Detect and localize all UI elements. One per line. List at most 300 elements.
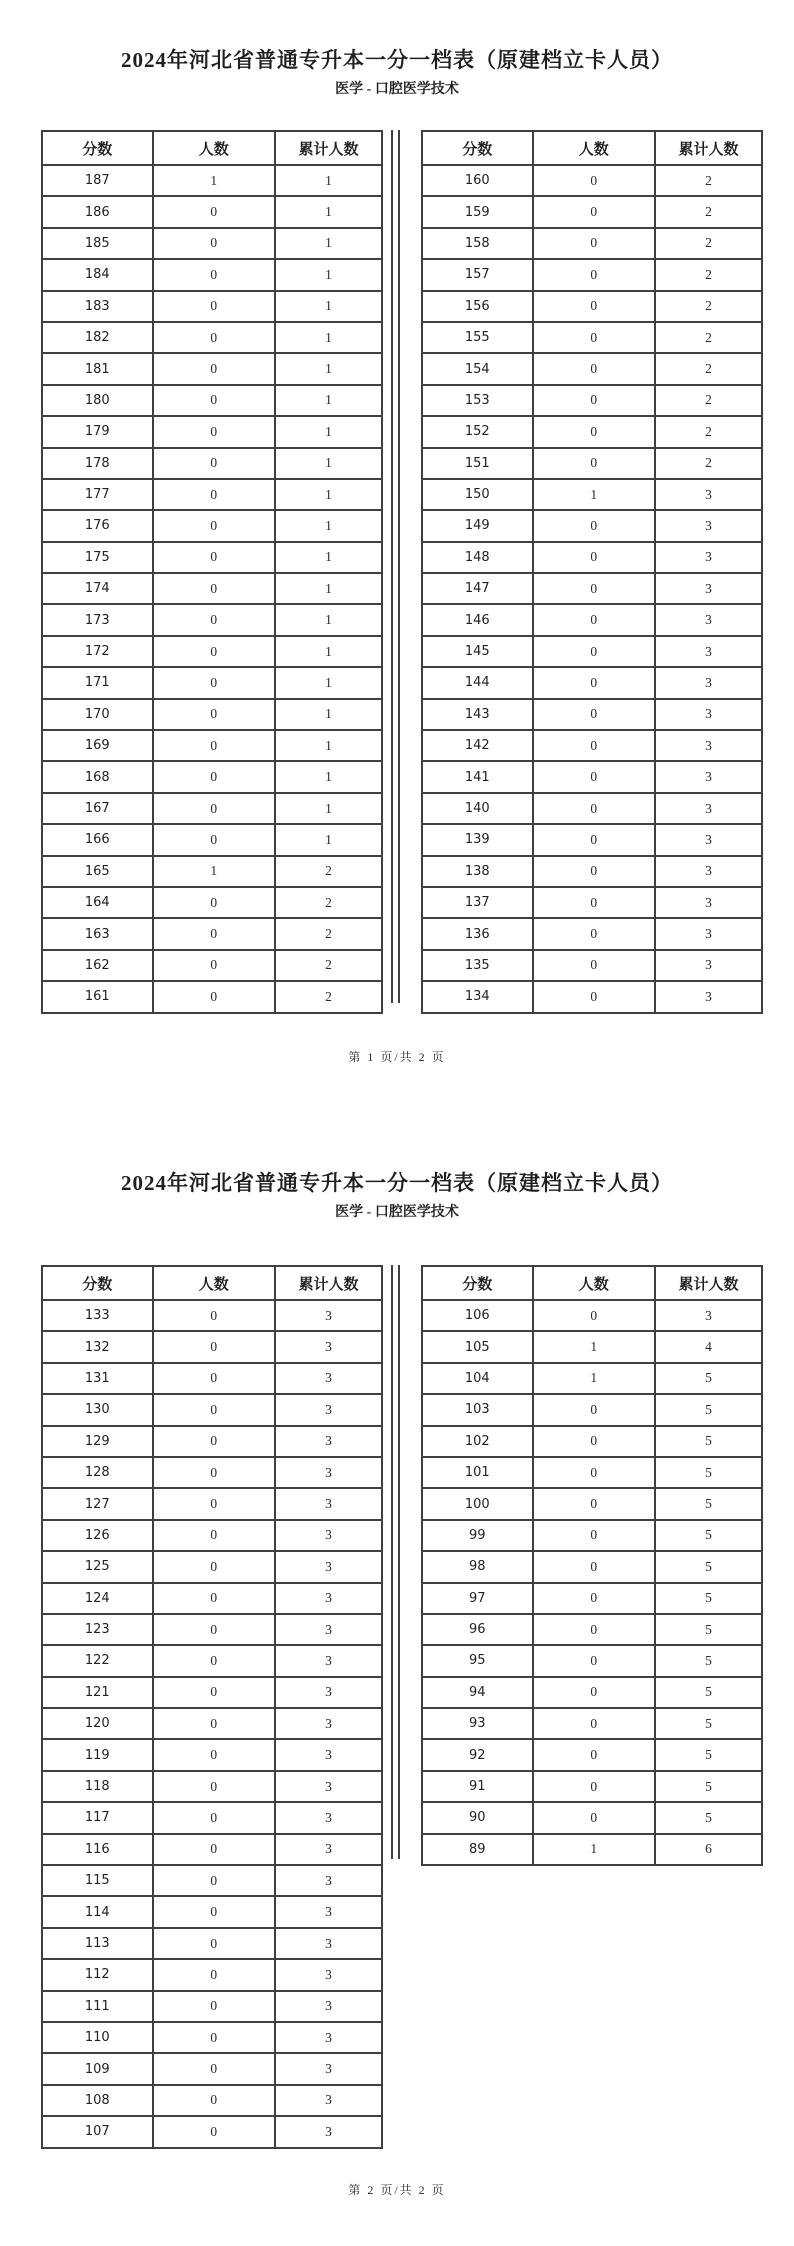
score-cell: 107 bbox=[42, 2116, 153, 2147]
table-row bbox=[42, 259, 382, 290]
table-row bbox=[42, 1739, 382, 1770]
cumulative-count-cell: 3 bbox=[655, 887, 762, 918]
cumulative-count-cell: 3 bbox=[655, 667, 762, 698]
score-cell: 169 bbox=[42, 730, 153, 761]
count-cell: 0 bbox=[153, 2053, 275, 2084]
count-cell: 1 bbox=[533, 1331, 655, 1362]
count-cell: 0 bbox=[153, 730, 275, 761]
table-row bbox=[42, 1457, 382, 1488]
cumulative-count-cell: 1 bbox=[275, 228, 382, 259]
score-cell: 180 bbox=[42, 385, 153, 416]
count-cell: 0 bbox=[153, 1300, 275, 1331]
count-cell: 0 bbox=[153, 1739, 275, 1770]
count-cell: 0 bbox=[533, 667, 655, 698]
score-cell: 114 bbox=[42, 1896, 153, 1927]
table-row bbox=[422, 824, 762, 855]
count-cell: 0 bbox=[533, 259, 655, 290]
table-row bbox=[42, 636, 382, 667]
score-cell: 182 bbox=[42, 322, 153, 353]
count-cell: 0 bbox=[153, 228, 275, 259]
count-cell: 0 bbox=[153, 2022, 275, 2053]
count-cell: 0 bbox=[153, 1551, 275, 1582]
cumulative-count-cell: 2 bbox=[275, 950, 382, 981]
score-cell: 118 bbox=[42, 1771, 153, 1802]
cumulative-count-cell: 3 bbox=[655, 981, 762, 1012]
cumulative-count-cell: 2 bbox=[655, 322, 762, 353]
cumulative-count-cell: 1 bbox=[275, 730, 382, 761]
count-cell: 0 bbox=[533, 1645, 655, 1676]
cumulative-count-cell: 1 bbox=[275, 667, 382, 698]
table-row bbox=[422, 1300, 762, 1331]
count-cell: 0 bbox=[533, 353, 655, 384]
score-cell: 123 bbox=[42, 1614, 153, 1645]
table-row bbox=[42, 1488, 382, 1519]
column-header: 人数 bbox=[153, 131, 275, 165]
column-header: 人数 bbox=[533, 1266, 655, 1300]
table-row bbox=[42, 1708, 382, 1739]
cumulative-count-cell: 3 bbox=[275, 1331, 382, 1362]
table-row bbox=[422, 1802, 762, 1833]
table-row bbox=[422, 1614, 762, 1645]
count-cell: 0 bbox=[533, 824, 655, 855]
score-cell: 93 bbox=[422, 1708, 533, 1739]
table-row bbox=[42, 1520, 382, 1551]
table-row bbox=[422, 1363, 762, 1394]
score-cell: 181 bbox=[42, 353, 153, 384]
table-row bbox=[422, 887, 762, 918]
count-cell: 0 bbox=[153, 542, 275, 573]
table-row bbox=[422, 1520, 762, 1551]
score-cell: 158 bbox=[422, 228, 533, 259]
score-table-page2-left bbox=[41, 1265, 383, 2149]
table-row bbox=[422, 510, 762, 541]
cumulative-count-cell: 4 bbox=[655, 1331, 762, 1362]
cumulative-count-cell: 1 bbox=[275, 291, 382, 322]
cumulative-count-cell: 3 bbox=[275, 2085, 382, 2116]
cumulative-count-cell: 1 bbox=[275, 416, 382, 447]
count-cell: 0 bbox=[153, 1771, 275, 1802]
score-cell: 91 bbox=[422, 1771, 533, 1802]
table-row bbox=[42, 416, 382, 447]
table-row bbox=[422, 448, 762, 479]
table-row bbox=[422, 1551, 762, 1582]
count-cell: 0 bbox=[153, 291, 275, 322]
table-row bbox=[422, 1394, 762, 1425]
count-cell: 0 bbox=[533, 416, 655, 447]
table-row bbox=[422, 322, 762, 353]
score-cell: 144 bbox=[422, 667, 533, 698]
count-cell: 0 bbox=[533, 887, 655, 918]
table-row bbox=[42, 950, 382, 981]
count-cell: 0 bbox=[153, 1865, 275, 1896]
count-cell: 0 bbox=[153, 353, 275, 384]
table-row bbox=[422, 479, 762, 510]
table-row bbox=[422, 856, 762, 887]
score-cell: 103 bbox=[422, 1394, 533, 1425]
cumulative-count-cell: 3 bbox=[655, 542, 762, 573]
count-cell: 0 bbox=[533, 573, 655, 604]
cumulative-count-cell: 3 bbox=[275, 1991, 382, 2022]
table-row bbox=[42, 761, 382, 792]
score-cell: 135 bbox=[422, 950, 533, 981]
count-cell: 0 bbox=[533, 322, 655, 353]
table-row bbox=[42, 542, 382, 573]
score-cell: 151 bbox=[422, 448, 533, 479]
table-row bbox=[422, 259, 762, 290]
score-cell: 166 bbox=[42, 824, 153, 855]
cumulative-count-cell: 1 bbox=[275, 604, 382, 635]
count-cell: 0 bbox=[153, 1426, 275, 1457]
count-cell: 0 bbox=[153, 793, 275, 824]
table-row bbox=[42, 1394, 382, 1425]
score-cell: 176 bbox=[42, 510, 153, 541]
score-cell: 171 bbox=[42, 667, 153, 698]
cumulative-count-cell: 2 bbox=[655, 165, 762, 196]
cumulative-count-cell: 2 bbox=[275, 981, 382, 1012]
score-cell: 172 bbox=[42, 636, 153, 667]
cumulative-count-cell: 3 bbox=[275, 2022, 382, 2053]
cumulative-count-cell: 3 bbox=[655, 793, 762, 824]
count-cell: 0 bbox=[153, 1394, 275, 1425]
score-cell: 98 bbox=[422, 1551, 533, 1582]
score-cell: 174 bbox=[42, 573, 153, 604]
score-cell: 157 bbox=[422, 259, 533, 290]
table-row bbox=[422, 1834, 762, 1865]
cumulative-count-cell: 3 bbox=[275, 1457, 382, 1488]
count-cell: 0 bbox=[153, 1645, 275, 1676]
count-cell: 0 bbox=[153, 636, 275, 667]
header-row bbox=[42, 1266, 382, 1300]
cumulative-count-cell: 5 bbox=[655, 1583, 762, 1614]
column-header: 分数 bbox=[42, 1266, 153, 1300]
score-cell: 145 bbox=[422, 636, 533, 667]
cumulative-count-cell: 1 bbox=[275, 385, 382, 416]
column-header: 分数 bbox=[42, 131, 153, 165]
count-cell: 1 bbox=[153, 165, 275, 196]
count-cell: 1 bbox=[153, 856, 275, 887]
score-cell: 124 bbox=[42, 1583, 153, 1614]
document-title: 2024年河北省普通专升本一分一档表（原建档立卡人员） bbox=[121, 1171, 673, 1195]
count-cell: 0 bbox=[533, 1677, 655, 1708]
count-cell: 0 bbox=[153, 667, 275, 698]
cumulative-count-cell: 3 bbox=[655, 510, 762, 541]
column-divider bbox=[391, 1265, 400, 1859]
cumulative-count-cell: 3 bbox=[275, 1865, 382, 1896]
score-cell: 120 bbox=[42, 1708, 153, 1739]
score-cell: 89 bbox=[422, 1834, 533, 1865]
score-cell: 106 bbox=[422, 1300, 533, 1331]
score-cell: 100 bbox=[422, 1488, 533, 1519]
cumulative-count-cell: 3 bbox=[275, 1394, 382, 1425]
table-row bbox=[42, 1896, 382, 1927]
score-cell: 143 bbox=[422, 699, 533, 730]
count-cell: 1 bbox=[533, 479, 655, 510]
cumulative-count-cell: 1 bbox=[275, 165, 382, 196]
table-row bbox=[422, 1488, 762, 1519]
document-title: 2024年河北省普通专升本一分一档表（原建档立卡人员） bbox=[121, 48, 673, 72]
count-cell: 0 bbox=[533, 1802, 655, 1833]
count-cell: 0 bbox=[533, 228, 655, 259]
cumulative-count-cell: 3 bbox=[275, 1959, 382, 1990]
table-row bbox=[42, 165, 382, 196]
cumulative-count-cell: 3 bbox=[275, 1488, 382, 1519]
cumulative-count-cell: 1 bbox=[275, 479, 382, 510]
cumulative-count-cell: 3 bbox=[655, 824, 762, 855]
count-cell: 0 bbox=[533, 448, 655, 479]
count-cell: 0 bbox=[533, 636, 655, 667]
score-cell: 97 bbox=[422, 1583, 533, 1614]
count-cell: 0 bbox=[153, 479, 275, 510]
cumulative-count-cell: 1 bbox=[275, 824, 382, 855]
score-cell: 117 bbox=[42, 1802, 153, 1833]
cumulative-count-cell: 1 bbox=[275, 573, 382, 604]
table-row bbox=[422, 761, 762, 792]
count-cell: 0 bbox=[153, 699, 275, 730]
cumulative-count-cell: 3 bbox=[655, 573, 762, 604]
score-cell: 110 bbox=[42, 2022, 153, 2053]
cumulative-count-cell: 5 bbox=[655, 1739, 762, 1770]
table-row bbox=[422, 196, 762, 227]
cumulative-count-cell: 2 bbox=[655, 259, 762, 290]
score-cell: 142 bbox=[422, 730, 533, 761]
count-cell: 0 bbox=[533, 510, 655, 541]
score-cell: 111 bbox=[42, 1991, 153, 2022]
cumulative-count-cell: 3 bbox=[275, 1583, 382, 1614]
table-row bbox=[422, 291, 762, 322]
cumulative-count-cell: 5 bbox=[655, 1771, 762, 1802]
cumulative-count-cell: 2 bbox=[275, 856, 382, 887]
cumulative-count-cell: 3 bbox=[275, 1896, 382, 1927]
score-cell: 115 bbox=[42, 1865, 153, 1896]
score-cell: 179 bbox=[42, 416, 153, 447]
score-cell: 132 bbox=[42, 1331, 153, 1362]
count-cell: 1 bbox=[533, 1834, 655, 1865]
table-row bbox=[42, 2085, 382, 2116]
document-subtitle: 医学 - 口腔医学技术 bbox=[335, 1205, 459, 1220]
cumulative-count-cell: 3 bbox=[655, 918, 762, 949]
table-row bbox=[422, 353, 762, 384]
table-row bbox=[42, 1614, 382, 1645]
table-row bbox=[422, 1645, 762, 1676]
table-row bbox=[42, 1865, 382, 1896]
table-row bbox=[42, 385, 382, 416]
count-cell: 0 bbox=[533, 1614, 655, 1645]
cumulative-count-cell: 1 bbox=[275, 761, 382, 792]
score-cell: 154 bbox=[422, 353, 533, 384]
score-cell: 147 bbox=[422, 573, 533, 604]
score-cell: 162 bbox=[42, 950, 153, 981]
cumulative-count-cell: 2 bbox=[655, 448, 762, 479]
column-divider bbox=[391, 130, 400, 1003]
table-row bbox=[422, 165, 762, 196]
cumulative-count-cell: 2 bbox=[275, 887, 382, 918]
count-cell: 0 bbox=[153, 887, 275, 918]
count-cell: 0 bbox=[153, 981, 275, 1012]
table-row bbox=[42, 918, 382, 949]
score-cell: 96 bbox=[422, 1614, 533, 1645]
score-cell: 108 bbox=[42, 2085, 153, 2116]
count-cell: 0 bbox=[153, 918, 275, 949]
table-row bbox=[42, 730, 382, 761]
count-cell: 0 bbox=[533, 1771, 655, 1802]
count-cell: 0 bbox=[153, 1708, 275, 1739]
table-row bbox=[422, 981, 762, 1012]
count-cell: 0 bbox=[153, 1583, 275, 1614]
score-cell: 95 bbox=[422, 1645, 533, 1676]
cumulative-count-cell: 3 bbox=[275, 1551, 382, 1582]
table-row bbox=[42, 448, 382, 479]
table-row bbox=[42, 667, 382, 698]
table-row bbox=[42, 322, 382, 353]
count-cell: 0 bbox=[153, 1520, 275, 1551]
count-cell: 0 bbox=[533, 1583, 655, 1614]
table-row bbox=[422, 542, 762, 573]
cumulative-count-cell: 2 bbox=[655, 228, 762, 259]
score-cell: 185 bbox=[42, 228, 153, 259]
count-cell: 0 bbox=[153, 1834, 275, 1865]
score-cell: 116 bbox=[42, 1834, 153, 1865]
cumulative-count-cell: 5 bbox=[655, 1645, 762, 1676]
table-row bbox=[42, 1834, 382, 1865]
score-cell: 168 bbox=[42, 761, 153, 792]
score-cell: 129 bbox=[42, 1426, 153, 1457]
score-cell: 173 bbox=[42, 604, 153, 635]
table-row bbox=[422, 636, 762, 667]
count-cell: 0 bbox=[153, 761, 275, 792]
header-row bbox=[422, 131, 762, 165]
cumulative-count-cell: 5 bbox=[655, 1708, 762, 1739]
table-row bbox=[422, 1708, 762, 1739]
table-row bbox=[422, 604, 762, 635]
count-cell: 0 bbox=[533, 761, 655, 792]
table-row bbox=[422, 1426, 762, 1457]
score-cell: 125 bbox=[42, 1551, 153, 1582]
cumulative-count-cell: 3 bbox=[655, 1300, 762, 1331]
cumulative-count-cell: 5 bbox=[655, 1551, 762, 1582]
cumulative-count-cell: 6 bbox=[655, 1834, 762, 1865]
count-cell: 0 bbox=[153, 259, 275, 290]
count-cell: 0 bbox=[153, 2116, 275, 2147]
cumulative-count-cell: 3 bbox=[655, 856, 762, 887]
cumulative-count-cell: 2 bbox=[655, 196, 762, 227]
count-cell: 0 bbox=[533, 1300, 655, 1331]
score-cell: 178 bbox=[42, 448, 153, 479]
cumulative-count-cell: 3 bbox=[275, 2053, 382, 2084]
count-cell: 0 bbox=[153, 322, 275, 353]
score-cell: 102 bbox=[422, 1426, 533, 1457]
score-cell: 138 bbox=[422, 856, 533, 887]
cumulative-count-cell: 3 bbox=[275, 1739, 382, 1770]
table-row bbox=[42, 291, 382, 322]
count-cell: 0 bbox=[533, 699, 655, 730]
score-cell: 153 bbox=[422, 385, 533, 416]
table-row bbox=[422, 385, 762, 416]
score-cell: 94 bbox=[422, 1677, 533, 1708]
score-cell: 156 bbox=[422, 291, 533, 322]
column-header: 累计人数 bbox=[655, 1266, 762, 1300]
table-row bbox=[42, 353, 382, 384]
cumulative-count-cell: 3 bbox=[655, 479, 762, 510]
cumulative-count-cell: 3 bbox=[275, 1300, 382, 1331]
table-row bbox=[42, 228, 382, 259]
count-cell: 0 bbox=[533, 542, 655, 573]
table-row bbox=[422, 1739, 762, 1770]
page-2 bbox=[0, 1123, 794, 2246]
cumulative-count-cell: 5 bbox=[655, 1802, 762, 1833]
cumulative-count-cell: 5 bbox=[655, 1520, 762, 1551]
table-row bbox=[42, 1771, 382, 1802]
cumulative-count-cell: 3 bbox=[275, 1426, 382, 1457]
page-number-footer: 第 1 页/共 2 页 bbox=[348, 1050, 446, 1064]
count-cell: 0 bbox=[533, 1551, 655, 1582]
count-cell: 0 bbox=[153, 1614, 275, 1645]
count-cell: 0 bbox=[533, 856, 655, 887]
count-cell: 0 bbox=[153, 196, 275, 227]
count-cell: 0 bbox=[153, 1802, 275, 1833]
table-row bbox=[422, 950, 762, 981]
count-cell: 0 bbox=[153, 950, 275, 981]
score-cell: 159 bbox=[422, 196, 533, 227]
table-row bbox=[42, 981, 382, 1012]
score-cell: 105 bbox=[422, 1331, 533, 1362]
score-cell: 121 bbox=[42, 1677, 153, 1708]
count-cell: 0 bbox=[153, 1928, 275, 1959]
table-row bbox=[422, 416, 762, 447]
table-row bbox=[42, 1928, 382, 1959]
cumulative-count-cell: 5 bbox=[655, 1614, 762, 1645]
cumulative-count-cell: 1 bbox=[275, 353, 382, 384]
cumulative-count-cell: 5 bbox=[655, 1363, 762, 1394]
cumulative-count-cell: 3 bbox=[655, 761, 762, 792]
count-cell: 0 bbox=[153, 1488, 275, 1519]
count-cell: 0 bbox=[533, 1739, 655, 1770]
table-row bbox=[42, 1426, 382, 1457]
score-cell: 164 bbox=[42, 887, 153, 918]
count-cell: 0 bbox=[533, 291, 655, 322]
score-cell: 104 bbox=[422, 1363, 533, 1394]
count-cell: 0 bbox=[533, 730, 655, 761]
cumulative-count-cell: 3 bbox=[275, 1645, 382, 1676]
score-cell: 126 bbox=[42, 1520, 153, 1551]
cumulative-count-cell: 2 bbox=[275, 918, 382, 949]
cumulative-count-cell: 3 bbox=[275, 1614, 382, 1645]
table-row bbox=[422, 1583, 762, 1614]
cumulative-count-cell: 3 bbox=[275, 1520, 382, 1551]
table-row bbox=[42, 1645, 382, 1676]
count-cell: 0 bbox=[153, 1331, 275, 1362]
count-cell: 0 bbox=[533, 165, 655, 196]
score-cell: 155 bbox=[422, 322, 533, 353]
count-cell: 0 bbox=[153, 1457, 275, 1488]
cumulative-count-cell: 5 bbox=[655, 1488, 762, 1519]
table-row bbox=[42, 1551, 382, 1582]
score-cell: 99 bbox=[422, 1520, 533, 1551]
document-subtitle: 医学 - 口腔医学技术 bbox=[335, 82, 459, 97]
score-table-page1-right bbox=[421, 130, 763, 1014]
score-cell: 163 bbox=[42, 918, 153, 949]
count-cell: 0 bbox=[153, 510, 275, 541]
table-row bbox=[422, 730, 762, 761]
score-table-page1-left bbox=[41, 130, 383, 1014]
table-row bbox=[42, 1802, 382, 1833]
count-cell: 0 bbox=[533, 1457, 655, 1488]
cumulative-count-cell: 3 bbox=[275, 1363, 382, 1394]
table-row bbox=[422, 1457, 762, 1488]
cumulative-count-cell: 3 bbox=[655, 950, 762, 981]
cumulative-count-cell: 1 bbox=[275, 636, 382, 667]
table-row bbox=[422, 1677, 762, 1708]
column-header: 累计人数 bbox=[275, 131, 382, 165]
